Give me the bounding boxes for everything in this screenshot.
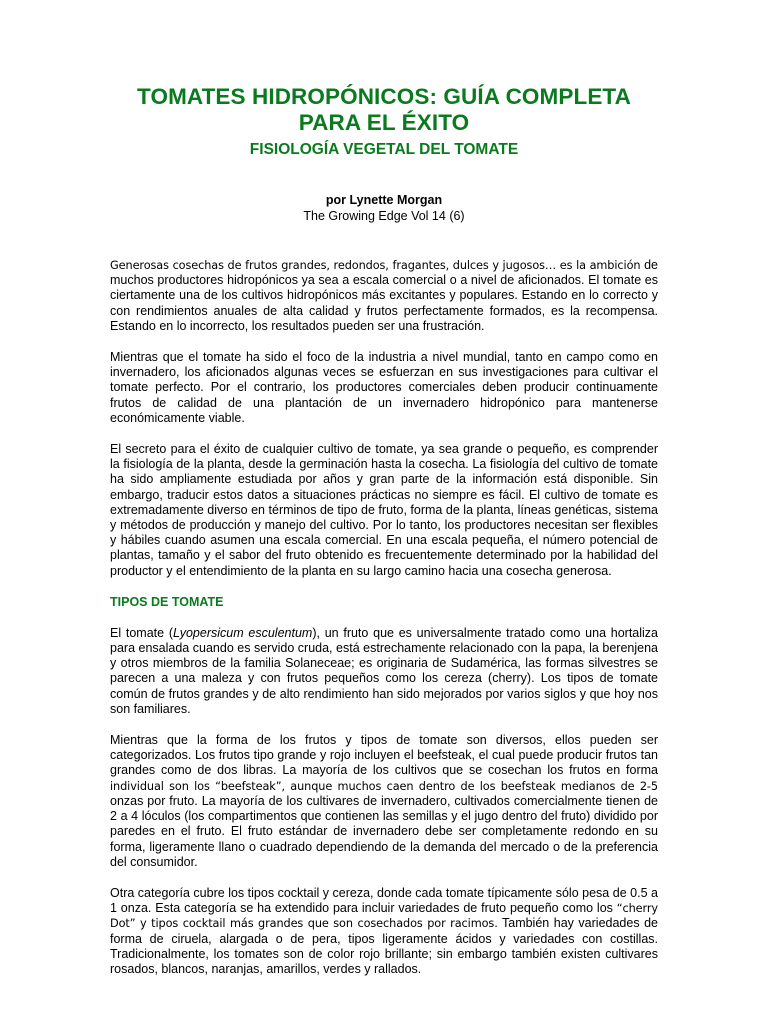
paragraph-intro-lead: Generosas cosechas de frutos grandes, redondos, fragantes, dulces y jugosos… es la ambición [110,259,641,272]
paragraph-tomato-origin-a: El tomate ( [110,625,173,640]
paragraph-fruit-types-a: Mientras que la forma de los frutos y tipos de tomate son diversos, ellos pueden ser categorizados. Los frutos tipo grande y rojo incluyen el beefsteak, el cual puede producir frutos tan grandes como de dos libras. La mayoría de los cultivos que se cosechan los frutos en forma [110,733,658,778]
paragraph-cocktail-cherry-b: También hay variedades de forma de ciruela, alargada o de pera, tipos ligeramente ácidos y variedades con costillas. Tradicionalmente, los tomates son de color rojo brillante; sin embargo también existen cultivares rosados, blancos, naranjas, amarillos, verdes y rallados. [110,916,659,976]
author: por Lynette Morgan [325,193,443,207]
paragraph-fruit-types [110,733,658,870]
document-subtitle: FISIOLOGÍA VEGETAL DEL TOMATE [249,141,519,158]
paragraph-intro [110,258,658,334]
section-heading-tipos: TIPOS DE TOMATE [110,594,224,609]
source-citation: The Growing Edge Vol 14 (6) [303,209,465,223]
paragraph-physiology: El secreto para el éxito de cualquier cultivo de tomate, ya sea grande o pequeño, es comprender la fisiología de la planta, desde la germinación hasta la cosecha. La fisiología del cultivo de tomate ha sido ampliamente estudiada por años y gran parte de la información está disponible. Sin embargo, traducir estos datos a situaciones prácticas no siempre es fácil. El cultivo de tomate es extremadamente diverso en términos de tipo de fruto, forma de la planta, líneas genéticas, sistema y métodos de producción y manejo del cultivo. Por lo tanto, los productores necesitan ser flexibles y hábiles cuando asumen una escala comercial. En una escala pequeña, el número potencial de plantas, tamaño y el sabor del fruto obtenido es frecuentemente determinado por la habilidad del productor y el entendimiento de la planta en su largo camino hacia una cosecha generosa. [110,442,658,578]
paragraph-intro-rest: de muchos productores hidropónicos ya sea a escala comercial o a nivel de aficionados. El tomate es ciertamente una de los cultivos hidropónicos más excitantes y populares. Estando en lo correcto y con rendimientos anuales de alta calidad y frutos perfectamente formados, es la recompensa. Estando en lo incorrecto, los resultados pueden ser una frustración. [110,258,658,333]
document-page [110,84,658,977]
paragraph-fruit-types-mono: individual son los “beefsteak”, aunque muchos caen dentro de los beefsteak medianos de 2-5 [110,779,658,793]
byline [110,192,658,224]
paragraph-cocktail-cherry-mono: “cherry Dot” y tipos cocktail más grandes que son cosechados por racimos. [110,902,658,931]
paragraph-fruit-types-b: onzas por fruto. La mayoría de los cultivares de invernadero, cultivados comercialmente tienen de 2 a 4 lóculos (los compartimentos que contienen las semillas y el jugo dentro del fruto) dividido por paredes en el fruto. El fruto estándar de invernadero debe ser completamente redondo en su forma, ligeramente llano o cuadrado dependiendo de la demanda del mercado o de la preferencia del consumidor. [110,793,658,869]
species-name: Lyopersicum esculentum [173,625,313,640]
paragraph-cocktail-cherry-a: Otra categoría cubre los tipos cocktail y cereza, donde cada tomate típicamente sólo pesa de 0.5 a 1 onza. Esta categoría se ha extendido para incluir variedades de fruto pequeño como los [110,885,658,916]
document-title: TOMATES HIDROPÓNICOS: GUÍA COMPLETA PARA EL ÉXITO [137,84,631,135]
paragraph-tomato-origin [110,626,658,717]
paragraph-industry: Mientras que el tomate ha sido el foco de la industria a nivel mundial, tanto en campo como en invernadero, los aficionados algunas veces se esfuerzan en sus investigaciones para cultivar el tomate perfecto. Por el contrario, los productores comerciales deben producir continuamente frutos de calidad de una plantación de un invernadero hidropónico para mantenerse económicamente viable. [110,350,658,425]
paragraph-tomato-origin-b: ), un fruto que es universalmente tratado como una hortaliza para ensalada cuando es servido cruda, está estrechamente relacionado con la papa, la berenjena y otros miembros de la familia Solaneceae; es originaria de Sudamérica, las formas silvestres se parecen a una maleza y con frutos pequeños como los cereza (cherry). Los tipos de tomate común de frutos grandes y de alto rendimiento han sido mejorados por varios siglos y que hoy nos son familiares. [110,625,659,716]
paragraph-cocktail-cherry [110,886,658,977]
